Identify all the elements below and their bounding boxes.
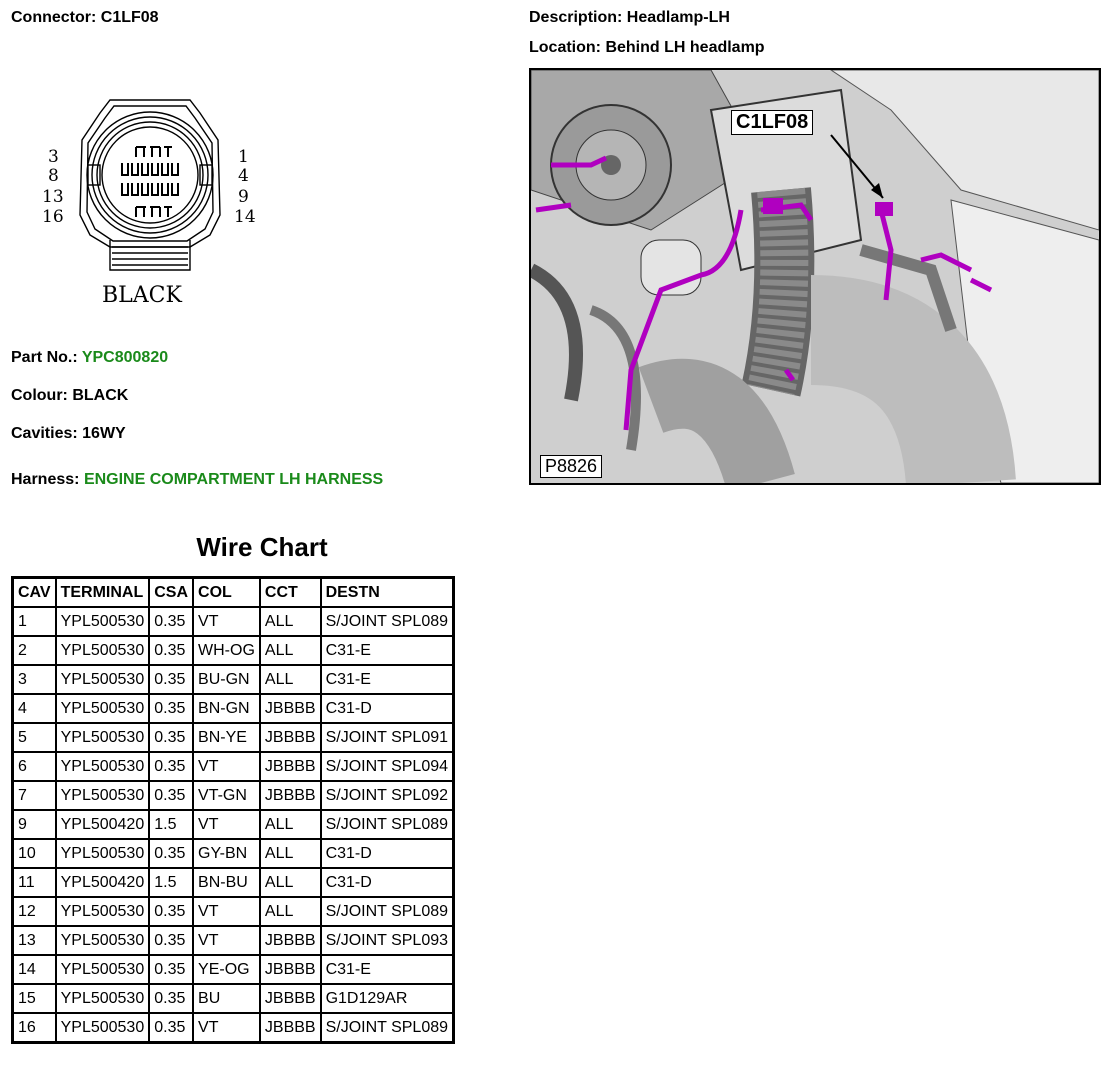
cell-col: YE-OG bbox=[193, 955, 260, 984]
table-row bbox=[13, 984, 454, 1013]
table-row bbox=[13, 781, 454, 810]
cell-cav: 2 bbox=[13, 636, 56, 665]
cell-csa: 0.35 bbox=[149, 839, 193, 868]
cell-destn: C31-E bbox=[321, 665, 454, 694]
cell-terminal: YPL500530 bbox=[56, 723, 150, 752]
cell-terminal: YPL500530 bbox=[56, 897, 150, 926]
cell-cct: ALL bbox=[260, 665, 321, 694]
table-body bbox=[13, 607, 454, 1043]
colour-label: Colour: bbox=[11, 387, 68, 404]
cell-destn: S/JOINT SPL093 bbox=[321, 926, 454, 955]
wire-chart-table bbox=[11, 576, 455, 1044]
cell-cav: 14 bbox=[13, 955, 56, 984]
cell-terminal: YPL500530 bbox=[56, 781, 150, 810]
cell-col: VT bbox=[193, 897, 260, 926]
cell-destn: C31-D bbox=[321, 868, 454, 897]
cell-col: GY-BN bbox=[193, 839, 260, 868]
location-label: Location: bbox=[529, 39, 601, 56]
cell-cav: 13 bbox=[13, 926, 56, 955]
part-no-link[interactable]: YPC800820 bbox=[81, 349, 169, 366]
cell-cct: JBBBB bbox=[260, 752, 321, 781]
pin-label-left-1: 8 bbox=[48, 166, 59, 186]
cavities-line bbox=[11, 425, 126, 443]
cell-terminal: YPL500530 bbox=[56, 607, 150, 636]
cell-csa: 0.35 bbox=[149, 955, 193, 984]
cell-destn: C31-D bbox=[321, 694, 454, 723]
column-header-cct: CCT bbox=[260, 578, 321, 608]
pin-label-left-2: 13 bbox=[42, 187, 64, 207]
harness-line bbox=[11, 471, 383, 489]
cell-terminal: YPL500420 bbox=[56, 810, 150, 839]
connector-line bbox=[11, 9, 159, 27]
cell-cct: ALL bbox=[260, 868, 321, 897]
connector-label: Connector: bbox=[11, 9, 97, 26]
wire-chart-title: Wire Chart bbox=[196, 532, 328, 562]
cell-col: VT bbox=[193, 752, 260, 781]
cell-csa: 0.35 bbox=[149, 752, 193, 781]
cell-terminal: YPL500530 bbox=[56, 665, 150, 694]
part-no-line bbox=[11, 349, 168, 367]
cell-cct: ALL bbox=[260, 607, 321, 636]
cell-terminal: YPL500530 bbox=[56, 1013, 150, 1043]
pin-label-right-1: 4 bbox=[238, 166, 249, 186]
cell-csa: 1.5 bbox=[149, 868, 193, 897]
cell-csa: 0.35 bbox=[149, 665, 193, 694]
cell-csa: 0.35 bbox=[149, 984, 193, 1013]
cell-destn: C31-E bbox=[321, 955, 454, 984]
cell-cav: 6 bbox=[13, 752, 56, 781]
cell-destn: G1D129AR bbox=[321, 984, 454, 1013]
table-row bbox=[13, 897, 454, 926]
photo-reference-label: P8826 bbox=[540, 455, 602, 478]
cell-cav: 10 bbox=[13, 839, 56, 868]
connector-face-diagram bbox=[40, 95, 270, 310]
table-header-row bbox=[13, 578, 454, 608]
cell-terminal: YPL500420 bbox=[56, 868, 150, 897]
table-row bbox=[13, 752, 454, 781]
cell-col: BN-BU bbox=[193, 868, 260, 897]
cell-cav: 7 bbox=[13, 781, 56, 810]
pin-label-right-2: 9 bbox=[238, 187, 249, 207]
column-header-col: COL bbox=[193, 578, 260, 608]
cell-csa: 1.5 bbox=[149, 810, 193, 839]
cell-col: VT bbox=[193, 810, 260, 839]
cell-cav: 12 bbox=[13, 897, 56, 926]
cell-destn: S/JOINT SPL089 bbox=[321, 897, 454, 926]
cell-col: WH-OG bbox=[193, 636, 260, 665]
part-no-label: Part No.: bbox=[11, 349, 78, 366]
harness-label: Harness: bbox=[11, 471, 80, 488]
cell-col: BN-GN bbox=[193, 694, 260, 723]
cell-col: BU bbox=[193, 984, 260, 1013]
cell-destn: S/JOINT SPL089 bbox=[321, 810, 454, 839]
cell-cav: 5 bbox=[13, 723, 56, 752]
location-line bbox=[529, 39, 765, 57]
cell-destn: S/JOINT SPL092 bbox=[321, 781, 454, 810]
cell-cct: JBBBB bbox=[260, 1013, 321, 1043]
cell-destn: C31-D bbox=[321, 839, 454, 868]
table-row bbox=[13, 723, 454, 752]
cell-cct: JBBBB bbox=[260, 694, 321, 723]
cell-destn: S/JOINT SPL089 bbox=[321, 607, 454, 636]
cell-destn: S/JOINT SPL094 bbox=[321, 752, 454, 781]
cell-cav: 11 bbox=[13, 868, 56, 897]
cell-csa: 0.35 bbox=[149, 694, 193, 723]
cell-terminal: YPL500530 bbox=[56, 694, 150, 723]
photo-callout-label: C1LF08 bbox=[731, 110, 813, 135]
table-row bbox=[13, 926, 454, 955]
harness-link[interactable]: ENGINE COMPARTMENT LH HARNESS bbox=[83, 471, 384, 488]
cell-terminal: YPL500530 bbox=[56, 839, 150, 868]
location-photo bbox=[529, 68, 1101, 485]
table-row bbox=[13, 607, 454, 636]
cell-cav: 1 bbox=[13, 607, 56, 636]
pin-label-right-3: 14 bbox=[234, 207, 256, 227]
cell-cct: JBBBB bbox=[260, 955, 321, 984]
cell-cct: ALL bbox=[260, 839, 321, 868]
cell-csa: 0.35 bbox=[149, 636, 193, 665]
cell-cct: ALL bbox=[260, 636, 321, 665]
cell-destn: S/JOINT SPL089 bbox=[321, 1013, 454, 1043]
cell-csa: 0.35 bbox=[149, 781, 193, 810]
cell-cav: 9 bbox=[13, 810, 56, 839]
pin-label-right-0: 1 bbox=[238, 147, 249, 167]
table-row bbox=[13, 1013, 454, 1043]
column-header-destn: DESTN bbox=[321, 578, 454, 608]
table-row bbox=[13, 694, 454, 723]
cavities-value: 16WY bbox=[82, 425, 126, 442]
cell-cct: ALL bbox=[260, 810, 321, 839]
cell-cct: JBBBB bbox=[260, 781, 321, 810]
cell-terminal: YPL500530 bbox=[56, 955, 150, 984]
cell-cct: JBBBB bbox=[260, 723, 321, 752]
cell-csa: 0.35 bbox=[149, 723, 193, 752]
cell-csa: 0.35 bbox=[149, 897, 193, 926]
cell-csa: 0.35 bbox=[149, 607, 193, 636]
description-value: Headlamp-LH bbox=[626, 9, 730, 26]
table-row bbox=[13, 810, 454, 839]
cell-col: BN-YE bbox=[193, 723, 260, 752]
connector-colour-text: BLACK bbox=[102, 283, 182, 308]
cell-cct: JBBBB bbox=[260, 926, 321, 955]
cell-destn: S/JOINT SPL091 bbox=[321, 723, 454, 752]
cell-cav: 3 bbox=[13, 665, 56, 694]
connector-value: C1LF08 bbox=[100, 9, 159, 26]
cell-terminal: YPL500530 bbox=[56, 636, 150, 665]
cell-col: VT bbox=[193, 607, 260, 636]
cell-col: VT bbox=[193, 926, 260, 955]
cell-csa: 0.35 bbox=[149, 926, 193, 955]
cell-cct: JBBBB bbox=[260, 984, 321, 1013]
column-header-csa: CSA bbox=[149, 578, 193, 608]
cell-cct: ALL bbox=[260, 897, 321, 926]
table-row bbox=[13, 955, 454, 984]
cell-terminal: YPL500530 bbox=[56, 926, 150, 955]
location-value: Behind LH headlamp bbox=[605, 39, 765, 56]
table-row bbox=[13, 665, 454, 694]
cell-cav: 16 bbox=[13, 1013, 56, 1043]
description-line bbox=[529, 9, 730, 27]
table-row bbox=[13, 839, 454, 868]
cell-col: BU-GN bbox=[193, 665, 260, 694]
colour-value: BLACK bbox=[72, 387, 129, 404]
table-row bbox=[13, 868, 454, 897]
table-row bbox=[13, 636, 454, 665]
cell-csa: 0.35 bbox=[149, 1013, 193, 1043]
cavities-label: Cavities: bbox=[11, 425, 78, 442]
engine-bay-illustration bbox=[531, 70, 1099, 483]
description-label: Description: bbox=[529, 9, 623, 26]
column-header-cav: CAV bbox=[13, 578, 56, 608]
cell-col: VT-GN bbox=[193, 781, 260, 810]
cell-cav: 4 bbox=[13, 694, 56, 723]
column-header-terminal: TERMINAL bbox=[56, 578, 150, 608]
cell-col: VT bbox=[193, 1013, 260, 1043]
colour-line bbox=[11, 387, 128, 405]
cell-cav: 15 bbox=[13, 984, 56, 1013]
cell-terminal: YPL500530 bbox=[56, 752, 150, 781]
cell-destn: C31-E bbox=[321, 636, 454, 665]
cell-terminal: YPL500530 bbox=[56, 984, 150, 1013]
pin-label-left-0: 3 bbox=[48, 147, 59, 167]
pin-label-left-3: 16 bbox=[42, 207, 64, 227]
